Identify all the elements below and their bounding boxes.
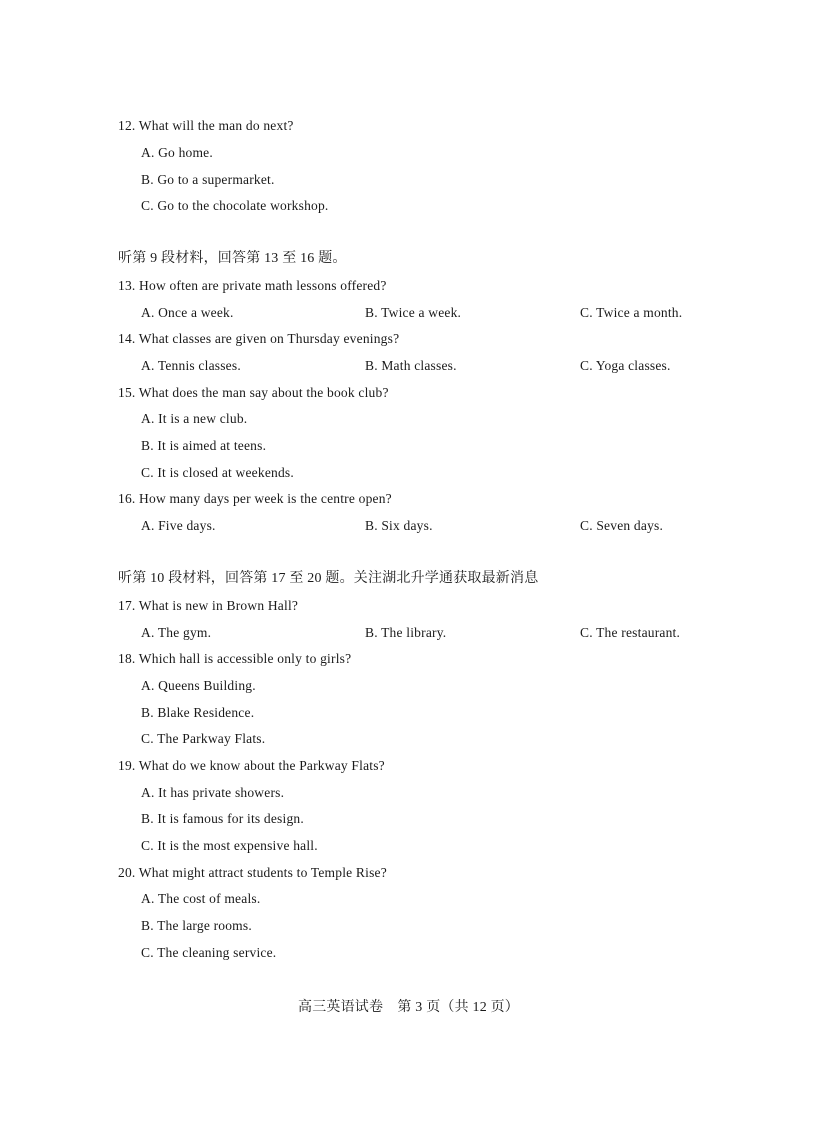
question-13: 13. How often are private math lessons offered? — [118, 278, 387, 293]
question-18-option-b: B. Blake Residence. — [141, 705, 255, 720]
question-15-option-a: A. It is a new club. — [141, 411, 248, 426]
question-17-option-b: B. The library. — [365, 625, 447, 640]
section-9-instruction: 听第 9 段材料，回答第 13 至 16 题。 — [118, 251, 347, 266]
question-15-option-c: C. It is closed at weekends. — [141, 465, 294, 480]
question-15-option-b: B. It is aimed at teens. — [141, 438, 267, 453]
question-16-option-c: C. Seven days. — [580, 518, 664, 533]
question-16: 16. How many days per week is the centre open? — [118, 491, 392, 506]
question-18-option-a: A. Queens Building. — [141, 678, 256, 693]
question-12: 12. What will the man do next? — [118, 118, 294, 133]
section-10-instruction: 听第 10 段材料，回答第 17 至 20 题。关注湖北升学通获取最新消息 — [118, 571, 539, 586]
question-19: 19. What do we know about the Parkway Flats? — [118, 758, 385, 773]
question-20-option-a: A. The cost of meals. — [141, 891, 261, 906]
question-12-option-c: C. Go to the chocolate workshop. — [141, 198, 329, 213]
question-13-option-c: C. Twice a month. — [580, 305, 683, 320]
question-14-option-a: A. Tennis classes. — [141, 358, 241, 373]
question-17-option-c: C. The restaurant. — [580, 625, 681, 640]
question-18-option-c: C. The Parkway Flats. — [141, 731, 266, 746]
question-16-option-b: B. Six days. — [365, 518, 433, 533]
question-20-option-b: B. The large rooms. — [141, 918, 252, 933]
question-12-option-a: A. Go home. — [141, 145, 213, 160]
question-12-option-b: B. Go to a supermarket. — [141, 172, 275, 187]
question-13-option-b: B. Twice a week. — [365, 305, 462, 320]
question-18: 18. Which hall is accessible only to girls? — [118, 651, 352, 666]
question-15: 15. What does the man say about the book club? — [118, 385, 389, 400]
question-14-option-c: C. Yoga classes. — [580, 358, 671, 373]
page-footer: 高三英语试卷 第 3 页（共 12 页） — [298, 1000, 519, 1015]
question-20: 20. What might attract students to Temple Rise? — [118, 865, 387, 880]
question-13-option-a: A. Once a week. — [141, 305, 234, 320]
question-17: 17. What is new in Brown Hall? — [118, 598, 299, 613]
question-19-option-a: A. It has private showers. — [141, 785, 285, 800]
question-19-option-b: B. It is famous for its design. — [141, 811, 304, 826]
question-16-option-a: A. Five days. — [141, 518, 216, 533]
question-14-option-b: B. Math classes. — [365, 358, 457, 373]
question-19-option-c: C. It is the most expensive hall. — [141, 838, 318, 853]
question-14: 14. What classes are given on Thursday evenings? — [118, 331, 400, 346]
question-20-option-c: C. The cleaning service. — [141, 945, 277, 960]
question-17-option-a: A. The gym. — [141, 625, 212, 640]
